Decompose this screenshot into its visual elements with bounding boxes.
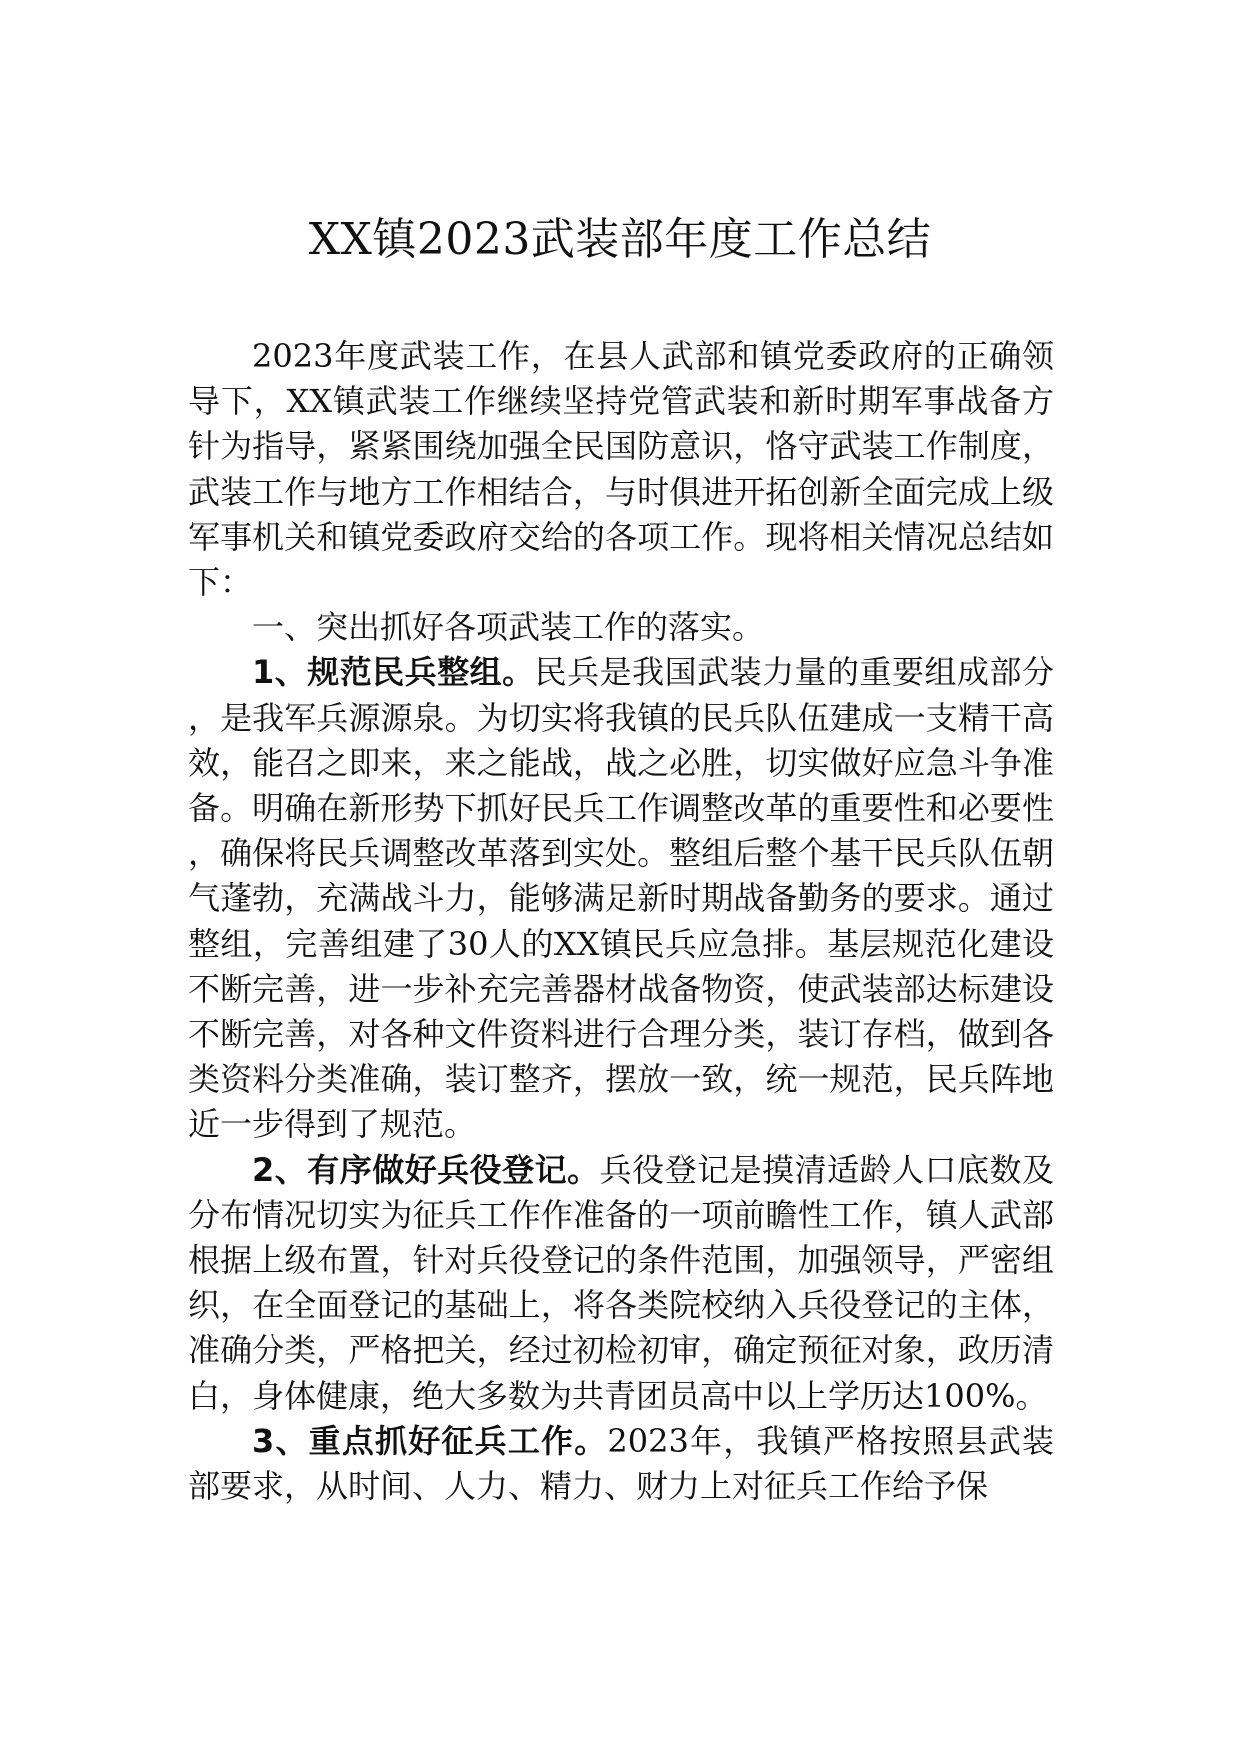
document-body: [188, 334, 1054, 1509]
paragraph-militia-reorganization: [188, 650, 1054, 1147]
section-heading-1: [188, 605, 1054, 650]
paragraph-lead: 2、有序做好兵役登记。: [252, 1150, 600, 1189]
paragraph-lead: 3、重点抓好征兵工作。: [252, 1421, 608, 1460]
paragraph-text: 民兵是我国武装力量的重要组成部分，是我军兵源源泉。为切实将我镇的民兵队伍建成一支精干高效，能召之即来，来之能战，战之必胜，切实做好应急斗争准备。明确在新形势下抓好民兵工作调整改革的重要性和必要性，确保将民兵调整改革落到实处。整组后整个基干民兵队伍朝气蓬勃，充满战斗力，能够满足新时期战备勤务的要求。通过整组，完善组建了30人的XX镇民兵应急排。基层规范化建设不断完善，进一步补充完善器材战备物资，使武装部达标建设不断完善，对各种文件资料进行合理分类，装订存档，做到各类资料分类准确，装订整齐，摆放一致，统一规范，民兵阵地近一步得到了规范。: [188, 653, 1054, 1144]
paragraph-military-registration: [188, 1148, 1054, 1419]
paragraph-text: 兵役登记是摸清适龄人口底数及分布情况切实为征兵工作作准备的一项前瞻性工作，镇人武部根据上级布置，针对兵役登记的条件范围，加强领导，严密组织，在全面登记的基础上，将各类院校纳入兵役登记的主体，准确分类，严格把关，经过初检初审，确定预征对象，政历清白，身体健康，绝大多数为共青团员高中以上学历达100%。: [188, 1150, 1054, 1415]
paragraph-text: 2023年，我镇严格按照县武装部要求，从时间、人力、精力、财力上对征兵工作给予保: [188, 1421, 1054, 1506]
paragraph-conscription: [188, 1419, 1054, 1509]
document-title: XX镇2023武装部年度工作总结: [308, 214, 932, 265]
paragraph-text: 一、突出抓好各项武装工作的落实。: [252, 608, 765, 647]
paragraph-intro: [188, 334, 1054, 605]
paragraph-text: 2023年度武装工作，在县人武部和镇党委政府的正确领导下，XX镇武装工作继续坚持党管武装和新时期军事战备方针为指导，紧紧围绕加强全民国防意识，恪守武装工作制度，武装工作与地方工作相结合，与时俱进开拓创新全面完成上级军事机关和镇党委政府交给的各项工作。现将相关情况总结如下：: [188, 337, 1054, 602]
paragraph-lead: 1、规范民兵整组。: [252, 653, 535, 692]
